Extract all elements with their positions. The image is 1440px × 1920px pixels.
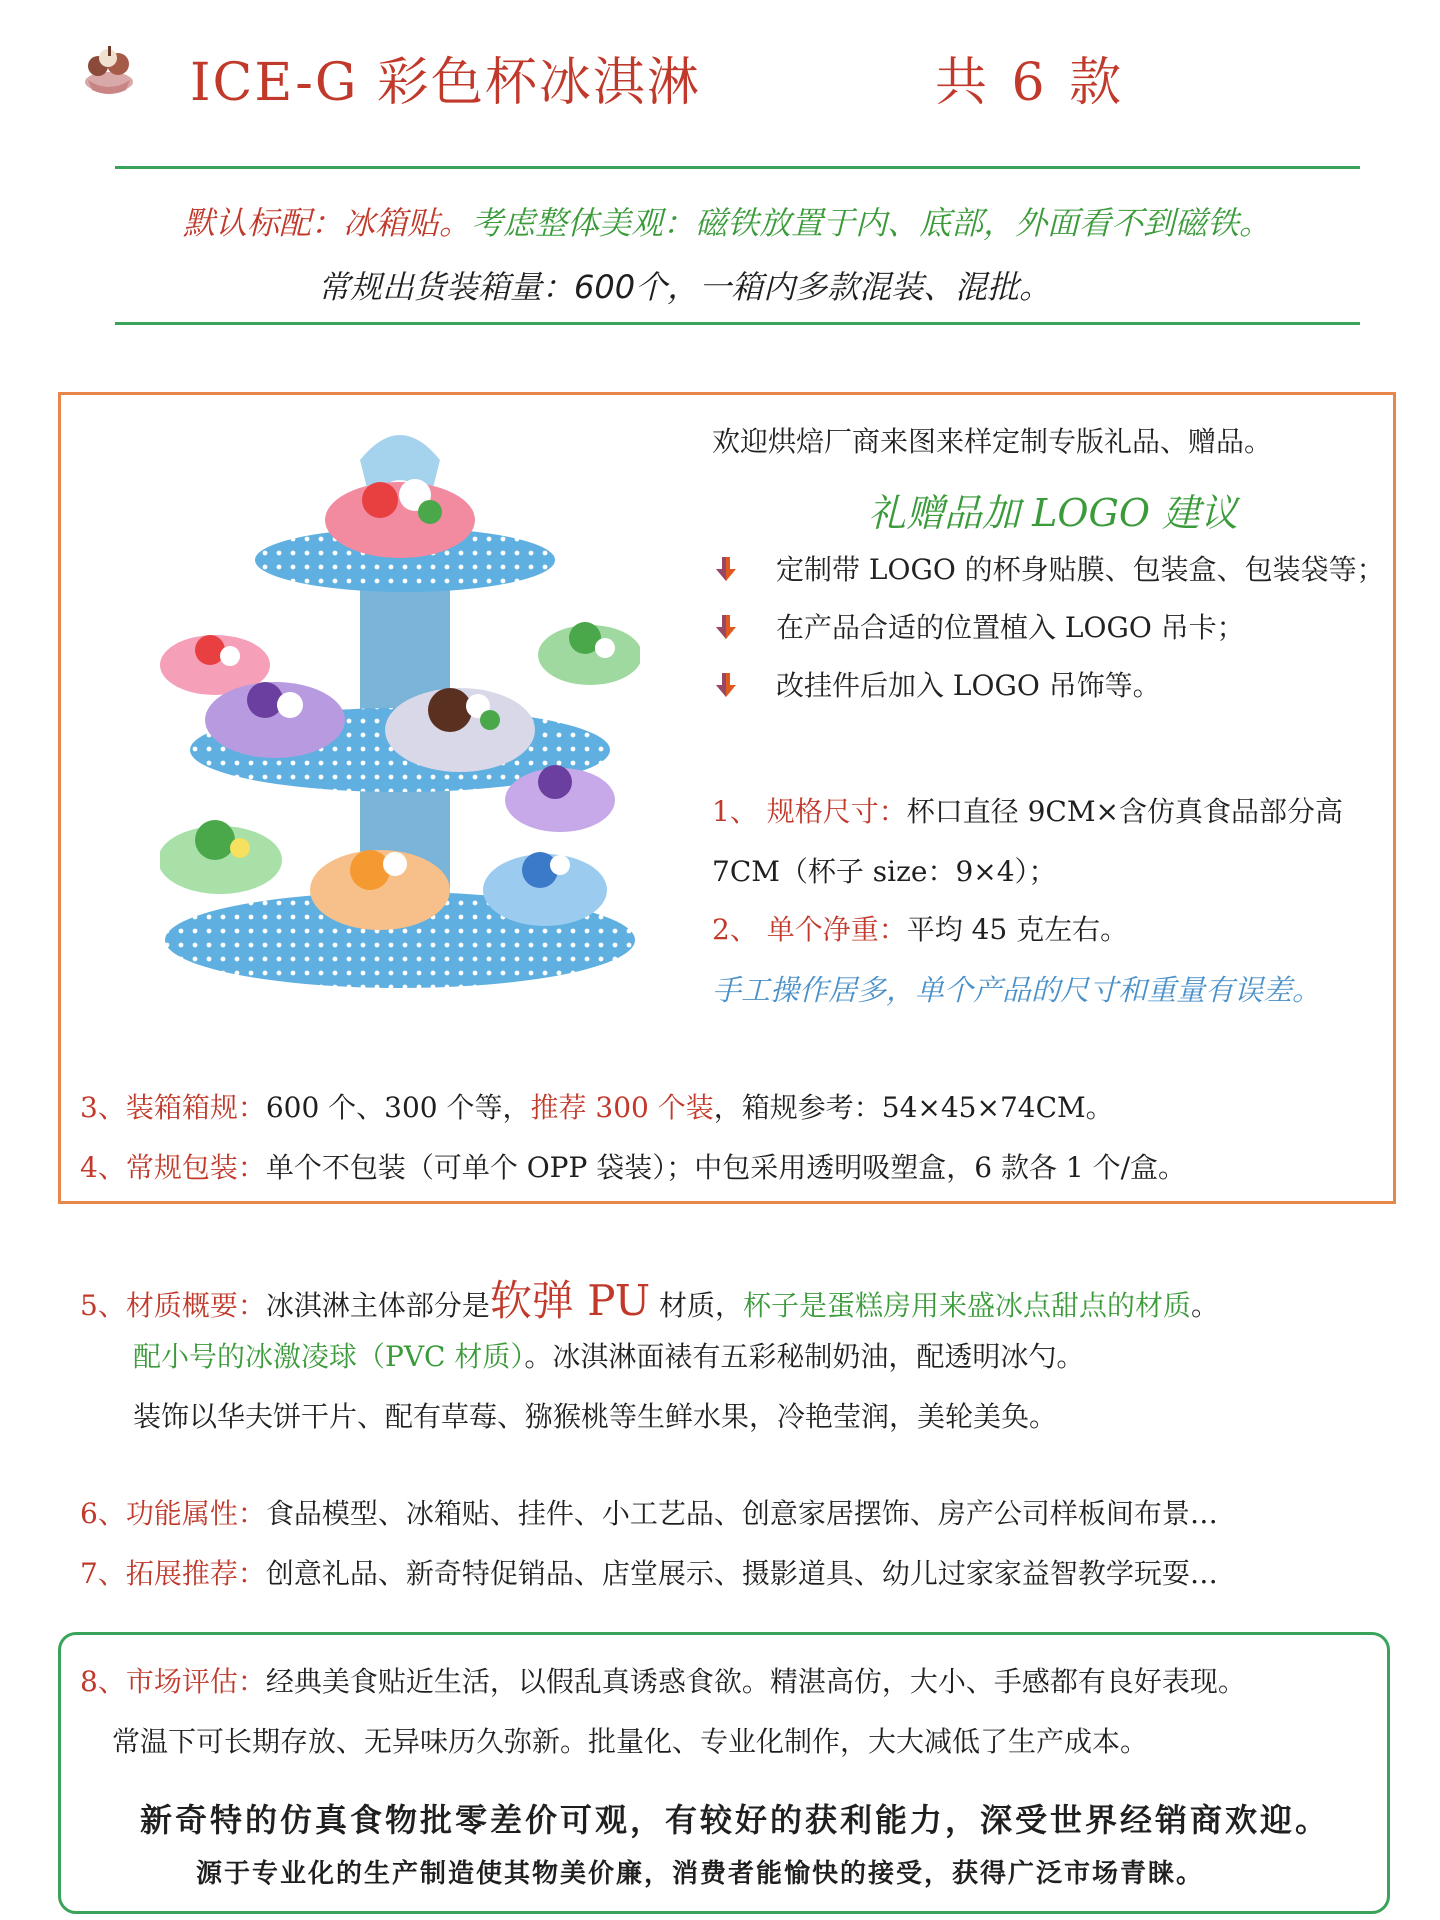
spec-material-value: 冰淇淋主体部分是 — [265, 1289, 490, 1322]
ice-cream-logo-icon — [78, 42, 140, 100]
spec-size-continued: 7CM（杯子 size：9×4）； — [712, 855, 1057, 888]
suggestion-item-label: 改挂件后加入 LOGO 吊饰等。 — [776, 669, 1161, 702]
product-photo — [160, 420, 640, 1020]
spec-market-continued: 常温下可长期存放、无异味历久弥新。批量化、专业化制作，大大减低了生产成本。 — [112, 1725, 1149, 1758]
spec-market-value: 经典美食贴近生活，以假乱真诱惑食欲。精湛高仿，大小、手感都有良好表现。 — [265, 1665, 1246, 1698]
spec-carton-label: 3、装箱箱规： — [80, 1091, 266, 1124]
spec-carton — [80, 1086, 1114, 1126]
spec-function-label: 6、功能属性： — [80, 1497, 266, 1530]
spec-size-value: 杯口直径 9CM×含仿真食品部分高 — [906, 795, 1343, 828]
decoration-note: 装饰以华夫饼干片、配有草莓、猕猴桃等生鲜水果，冷艳莹润，美轮美奂。 — [133, 1400, 1058, 1433]
logo-suggestion-heading: 礼赠品加 LOGO 建议 — [868, 491, 1239, 535]
suggestion-item — [712, 606, 1245, 646]
default-config-label: 默认标配：冰箱贴。 — [183, 204, 472, 242]
spec-packaging — [80, 1146, 1186, 1186]
spec-material-label: 5、材质概要： — [80, 1289, 266, 1322]
suggestion-item — [712, 548, 1385, 588]
spec-carton-recommend: 推荐 300 个装 — [530, 1091, 714, 1124]
cream-note: 。冰淇淋面裱有五彩秘制奶油，配透明冰勺。 — [524, 1340, 1085, 1373]
spec-size-label: 1、 规格尺寸： — [712, 795, 907, 828]
style-count: 共 6 款 — [935, 53, 1126, 113]
suggestion-item-label: 在产品合适的位置植入 LOGO 吊卡； — [776, 611, 1245, 644]
spec-extension-label: 7、拓展推荐： — [80, 1557, 266, 1590]
welcome-text: 欢迎烘焙厂商来图来样定制专版礼品、赠品。 — [712, 425, 1273, 458]
spec-material-line2 — [133, 1335, 1084, 1375]
spec-packaging-label: 4、常规包装： — [80, 1151, 266, 1184]
handmade-note: 手工操作居多，单个产品的尺寸和重量有误差。 — [712, 973, 1322, 1007]
cup-material-note: 杯子是蛋糕房用来盛冰点甜点的材质 — [743, 1289, 1192, 1322]
promo-line-2: 源于专业化的生产制造使其物美价廉，消费者能愉快的接受，获得广泛市场青睐。 — [196, 1859, 1205, 1889]
spec-material-end: 。 — [1191, 1289, 1220, 1322]
spec-market — [80, 1660, 1246, 1700]
spec-weight-label: 2、 单个净重： — [712, 913, 907, 946]
arrow-bullet-icon — [712, 555, 740, 583]
divider-top — [115, 166, 1360, 169]
spec-extension — [80, 1552, 1218, 1592]
arrow-bullet-icon — [712, 671, 740, 699]
shipping-quantity-note: 常规出货装箱量：600个，一箱内多款混装、混批。 — [318, 268, 1052, 306]
soft-pu-highlight: 软弹 PU — [489, 1276, 651, 1325]
spec-function — [80, 1492, 1218, 1532]
default-config-note — [183, 198, 1271, 244]
ball-material-note: 配小号的冰激凌球（PVC 材质） — [133, 1340, 525, 1373]
divider-bottom — [115, 322, 1360, 325]
promo-line-1: 新奇特的仿真食物批零差价可观，有较好的获利能力，深受世界经销商欢迎。 — [140, 1801, 1331, 1839]
suggestion-item-label: 定制带 LOGO 的杯身贴膜、包装盒、包装袋等； — [776, 553, 1385, 586]
page-title: ICE-G 彩色杯冰淇淋 — [190, 53, 701, 113]
suggestion-item — [712, 664, 1161, 704]
spec-packaging-value: 单个不包装（可单个 OPP 袋装）；中包采用透明吸塑盒，6 款各 1 个/盒。 — [265, 1151, 1187, 1184]
spec-market-label: 8、市场评估： — [80, 1665, 266, 1698]
spec-size — [712, 790, 1343, 830]
spec-material — [80, 1268, 1219, 1328]
spec-weight-value: 平均 45 克左右。 — [906, 913, 1129, 946]
spec-extension-value: 创意礼品、新奇特促销品、店堂展示、摄影道具、幼儿过家家益智教学玩耍… — [265, 1557, 1218, 1590]
spec-function-value: 食品模型、冰箱贴、挂件、小工艺品、创意家居摆饰、房产公司样板间布景… — [265, 1497, 1218, 1530]
spec-carton-size: ，箱规参考：54×45×74CM。 — [713, 1091, 1114, 1124]
spec-material-suffix: 材质， — [650, 1289, 744, 1322]
arrow-bullet-icon — [712, 613, 740, 641]
spec-carton-value: 600 个、300 个等， — [265, 1091, 531, 1124]
spec-weight — [712, 908, 1128, 948]
magnet-note: 考虑整体美观：磁铁放置于内、底部，外面看不到磁铁。 — [471, 204, 1272, 242]
